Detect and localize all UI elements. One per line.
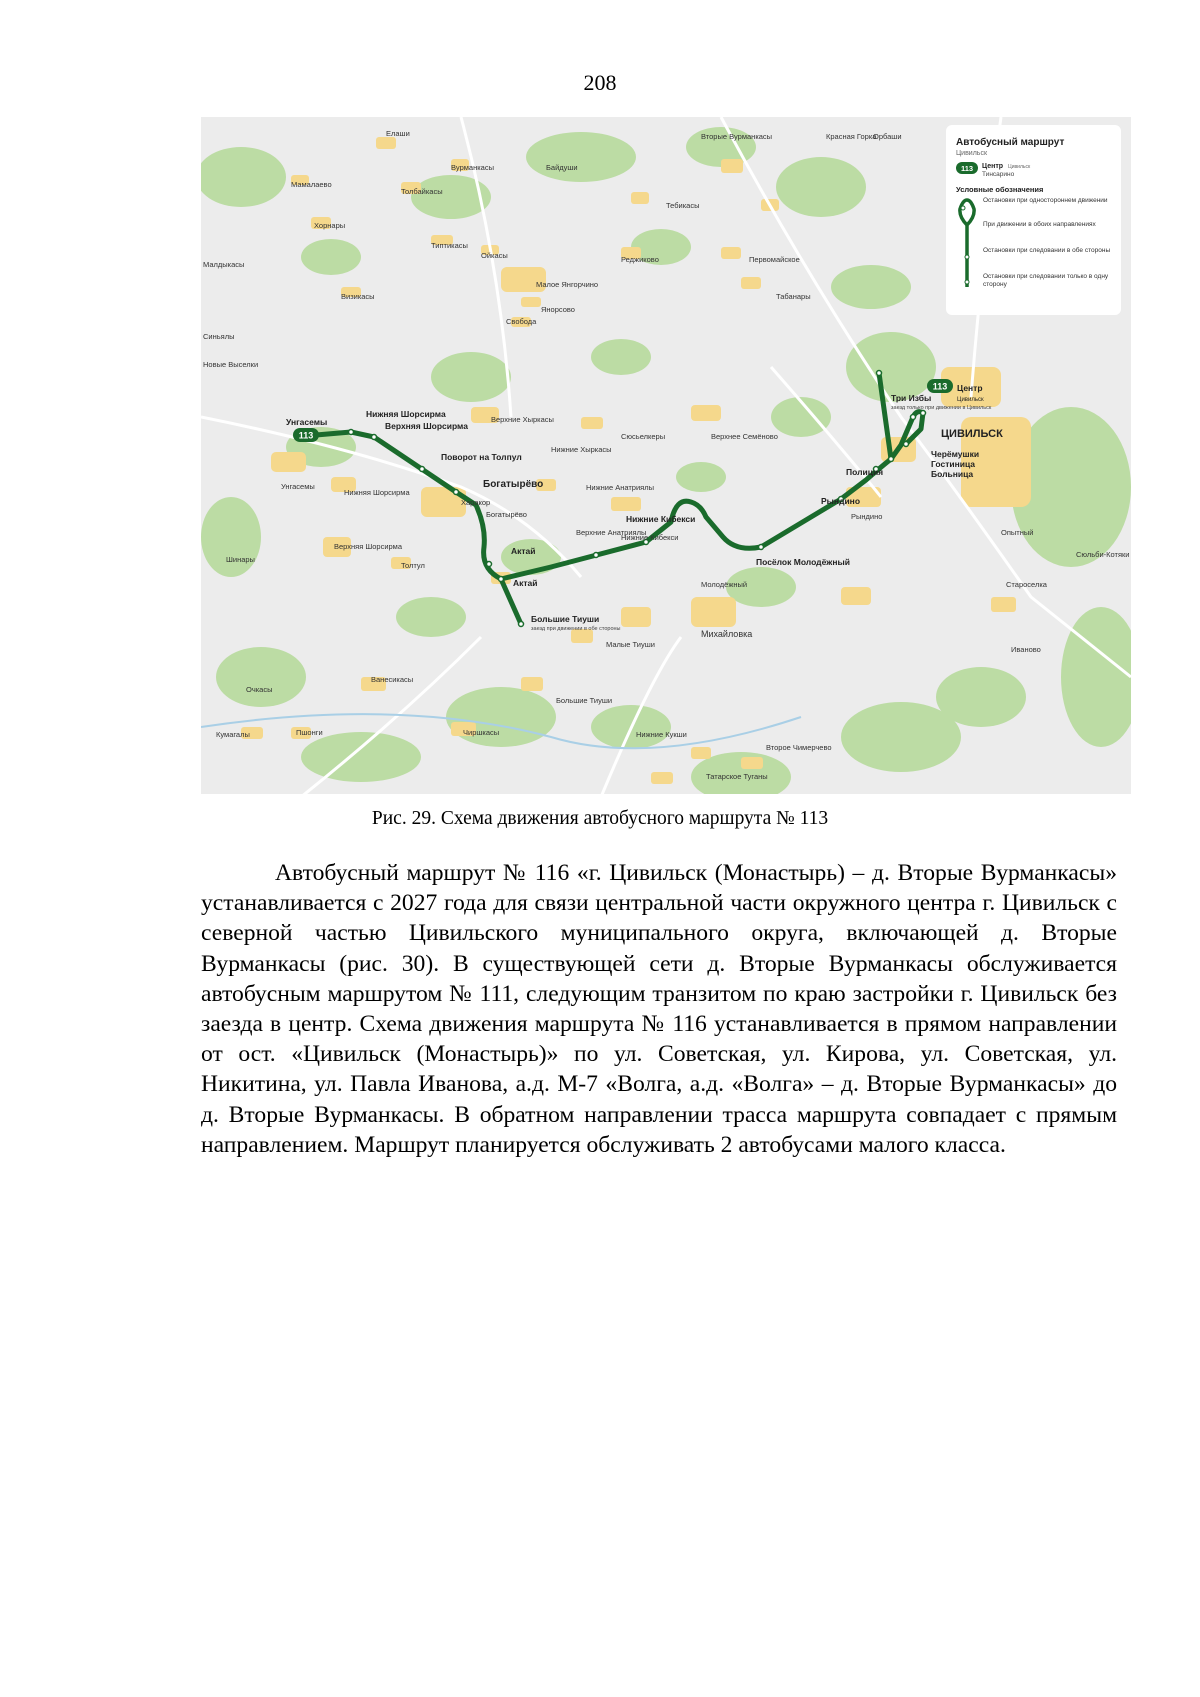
- stop-label: Гостиница: [931, 459, 976, 469]
- legend-item: Остановки при одностороннем движении: [983, 197, 1108, 204]
- stop-label: Рындино: [821, 496, 861, 506]
- place-label: Второе Чимерчево: [766, 743, 832, 752]
- stop-label: Полиция: [846, 467, 884, 477]
- route-map: [201, 117, 1131, 794]
- route-badge-west-label: 113: [298, 430, 314, 441]
- place-label: Сюсьелкеры: [621, 432, 666, 441]
- place-label: Нижние Кукши: [636, 730, 687, 739]
- place-label: Красная Горка: [826, 132, 877, 141]
- place-label: Верхняя Шорсирма: [334, 542, 403, 551]
- stop-label: Центр: [957, 383, 983, 393]
- place-label: Татарское Туганы: [706, 772, 768, 781]
- place-label: Первомайское: [749, 255, 800, 264]
- body-text: [201, 858, 1117, 1160]
- place-label: Новые Выселки: [203, 360, 259, 369]
- stop-label: Большие Тиуши: [531, 614, 600, 624]
- place-label: Рындино: [851, 512, 883, 521]
- stop-label: Поворот на Толпул: [441, 452, 522, 462]
- place-label: Толбайкасы: [401, 187, 443, 196]
- legend-subtitle: Цивильск: [956, 150, 988, 157]
- legend-stop-dot: [965, 255, 969, 259]
- place-label: Шинары: [226, 555, 255, 564]
- place-label: Хорнары: [314, 221, 346, 230]
- place-label: ЦИВИЛЬСК: [941, 428, 1003, 440]
- place-label: Кумагалы: [216, 730, 250, 739]
- place-label: Реджиково: [621, 255, 659, 264]
- place-label: Мамалаево: [291, 180, 332, 189]
- page-number: 208: [583, 70, 617, 95]
- legend-title: Автобусный маршрут: [956, 137, 1065, 148]
- legend-route-badge-label: 113: [960, 164, 974, 173]
- legend-route-endpoint: Центр: [982, 163, 1004, 170]
- route-badge-east-label: 113: [932, 381, 948, 392]
- place-label: Толтул: [401, 561, 425, 570]
- stop-label: Нижние Кибекси: [626, 514, 696, 524]
- legend-symbols-title: Условные обозначения: [956, 185, 1044, 194]
- place-label: Верхнее Семёново: [711, 432, 778, 441]
- stop-label: Больница: [931, 469, 974, 479]
- place-label: Нижние Хыркасы: [551, 445, 612, 454]
- stop-label: Три Избы: [891, 393, 932, 403]
- place-label: Большие Тиуши: [556, 696, 613, 705]
- place-label: Вурманкасы: [451, 163, 494, 172]
- legend-route-other-end: Тинсарино: [982, 171, 1015, 178]
- legend-route-endpoint-sub: Цивильск: [1008, 164, 1031, 170]
- place-label: Ванесикасы: [371, 675, 414, 684]
- stop-label: Нижняя Шорсирма: [366, 409, 446, 419]
- stop-label: Черёмушки: [931, 449, 980, 459]
- legend-item-4-wrap: [983, 273, 1115, 295]
- place-label: Опытный: [1001, 528, 1034, 537]
- place-label: Нижние Анатриялы: [586, 483, 654, 492]
- legend-item: Остановки при следовании в обе стороны: [983, 247, 1111, 254]
- place-label: Верхние Анатриялы: [576, 528, 647, 537]
- place-label: Янорсово: [541, 305, 575, 314]
- place-label: Визикасы: [341, 292, 375, 301]
- map-legend: [946, 125, 1121, 315]
- stop-note: заезд только при движении в Цивильск: [891, 405, 992, 411]
- stop-label: Верхняя Шорсирма: [385, 421, 468, 431]
- place-label: Чиршкасы: [463, 728, 500, 737]
- place-label: Староселка: [1006, 580, 1047, 589]
- legend-item-3-wrap: [983, 247, 1115, 269]
- place-label: Сюльби-Котяки: [1076, 550, 1130, 559]
- stop-label: Актай: [511, 546, 536, 556]
- paragraph: Автобусный маршрут № 116 «г. Цивильск (Монастырь) – д. Вторые Вурманкасы» устанавливается с 2027 года для связи центральной части окружного центра г. Цивильск с северной частью Цивильского муниципального округа, включающей д. Вторые Вурманкасы (рис. 30). В существующей сети д. Вторые Вурманкасы обслуживается автобусным маршрутом № 111, следующим транзитом по краю застройки г. Цивильск без заезда в центр. Схема движения маршрута № 116 устанавливается в прямом направлении от ост. «Цивильск (Монастырь)» по ул. Советская, ул. Кирова, ул. Советская, ул. Никитина, ул. Павла Иванова, а.д. М-7 «Волга, а.д. «Волга» – д. Вторые Вурманкасы» до д. Вторые Вурманкасы. В обратном направлении трасса маршрута совпадает с прямым направлением. Маршрут планируется обслуживать 2 автобусами малого класса.: [201, 860, 1117, 1158]
- place-label: Михайловка: [701, 629, 753, 639]
- place-label: Малые Тиуши: [606, 640, 655, 649]
- stop-label: Богатырёво: [483, 479, 544, 490]
- place-label: Ойкасы: [481, 251, 508, 260]
- route-map-svg: [201, 117, 1131, 794]
- legend-item: При движении в обоих направлениях: [983, 221, 1096, 228]
- legend-item-2-wrap: [983, 221, 1115, 243]
- place-label: Тебикасы: [666, 201, 700, 210]
- place-label: Свобода: [506, 317, 537, 326]
- place-label: Малдыкасы: [203, 260, 245, 269]
- place-label: Иваново: [1011, 645, 1041, 654]
- place-label: Пшонги: [296, 728, 323, 737]
- legend-stop-dot: [961, 206, 965, 210]
- place-label: Байдуши: [546, 163, 578, 172]
- legend-stop-dot: [965, 280, 969, 284]
- legend-item: Остановки при следовании только в одну сторону: [983, 273, 1109, 288]
- place-label: Синьялы: [203, 332, 235, 341]
- figure-caption: Рис. 29. Схема движения автобусного маршрута № 113: [371, 808, 829, 829]
- place-label: Елаши: [386, 129, 410, 138]
- place-label: Малое Янгорчино: [536, 280, 599, 289]
- stop-label: Посёлок Молодёжный: [756, 557, 850, 567]
- place-label: Типтикасы: [431, 241, 468, 250]
- place-label: Верхние Хыркасы: [491, 415, 554, 424]
- place-label: Нижние Кибекси: [621, 533, 679, 542]
- legend-item-1-wrap: [983, 197, 1115, 219]
- stop-label-sub: Цивильск: [957, 397, 984, 403]
- place-label: Очкасы: [246, 685, 273, 694]
- stop-label: Унгасемы: [286, 417, 328, 427]
- place-label: Вторые Вурманкасы: [701, 132, 773, 141]
- place-label: Нижняя Шорсирма: [344, 488, 410, 497]
- place-label: Унгасемы: [281, 482, 315, 491]
- place-label: Молодёжный: [701, 580, 748, 589]
- place-label: Табанары: [776, 292, 811, 301]
- stop-note: заезд при движении в обе стороны: [531, 626, 621, 632]
- stop-label: Актай: [513, 578, 538, 588]
- place-label: Богатырёво: [486, 510, 527, 519]
- place-label: Харакор: [461, 498, 491, 507]
- place-label: Орбаши: [873, 132, 902, 141]
